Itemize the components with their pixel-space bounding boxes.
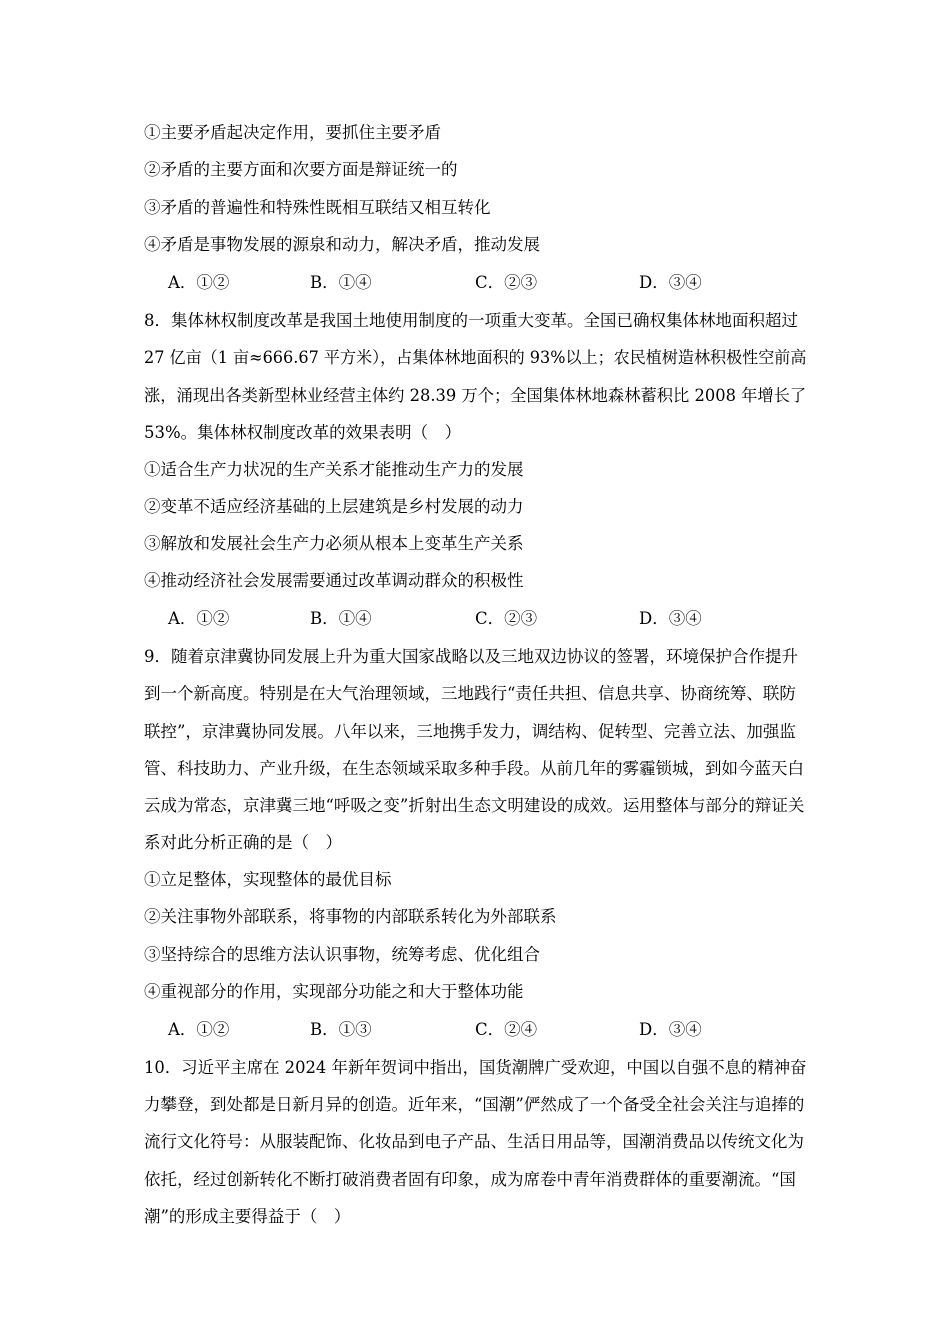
q9-statement-2: ②关注事物外部联系，将事物的内部联系转化为外部联系 <box>144 907 557 926</box>
q9-statement-1: ①立足整体，实现整体的最优目标 <box>144 870 392 889</box>
q8-option-c: C．②③ <box>475 609 538 628</box>
q7-option-c: C．②③ <box>475 273 538 292</box>
q7-option-d: D．③④ <box>639 273 702 292</box>
q9-option-c: C．②④ <box>475 1020 538 1039</box>
q8-option-b: B．①④ <box>310 609 372 628</box>
q9-stem-line-2: 到一个新高度。特别是在大气治理领域，三地践行“责任共担、信息共享、协商统筹、联防 <box>144 684 796 703</box>
q7-option-a: A．①② <box>168 273 230 292</box>
q9-stem-line-1: 9．随着京津冀协同发展上升为重大国家战略以及三地双边协议的签署，环境保护合作提升 <box>144 647 798 666</box>
q7-statement-2: ②矛盾的主要方面和次要方面是辩证统一的 <box>144 160 458 179</box>
q7-statement-3: ③矛盾的普遍性和特殊性既相互联结又相互转化 <box>144 198 491 217</box>
q8-option-a: A．①② <box>168 609 230 628</box>
q9-stem-line-6: 系对此分析正确的是（ ） <box>144 833 342 852</box>
q10-stem-line-3: 流行文化符号：从服装配饰、化妆品到电子产品、生活日用品等，国潮消费品以传统文化为 <box>144 1132 804 1151</box>
q8-statement-3: ③解放和发展社会生产力必须从根本上变革生产关系 <box>144 534 524 553</box>
q9-option-b: B．①③ <box>310 1020 372 1039</box>
q10-stem-line-5: 潮”的形成主要得益于（ ） <box>144 1207 351 1226</box>
q8-statement-1: ①适合生产力状况的生产关系才能推动生产力的发展 <box>144 460 524 479</box>
q8-statement-4: ④推动经济社会发展需要通过改革调动群众的积极性 <box>144 571 524 590</box>
q9-stem-line-4: 管、科技助力、产业升级，在生态领域采取多种手段。从前几年的雾霾锁城，到如今蓝天白 <box>144 759 804 778</box>
q7-option-b: B．①④ <box>310 273 372 292</box>
q8-stem-line-1: 8．集体林权制度改革是我国土地使用制度的一项重大变革。全国已确权集体林地面积超过 <box>144 311 798 330</box>
q9-option-a: A．①② <box>168 1020 230 1039</box>
q9-stem-line-5: 云成为常态，京津冀三地“呼吸之变”折射出生态文明建设的成效。运用整体与部分的辩证关 <box>144 796 805 815</box>
q9-statement-3: ③坚持综合的思维方法认识事物，统筹考虑、优化组合 <box>144 945 540 964</box>
q10-stem-line-1: 10．习近平主席在 2024 年新年贺词中指出，国货潮牌广受欢迎，中国以自强不息的精神奋 <box>144 1058 807 1077</box>
q8-stem-line-3: 涨，涌现出各类新型林业经营主体约 28.39 万个；全国集体林地森林蓄积比 2008 年增长了 <box>144 386 807 405</box>
q10-stem-line-2: 力攀登，到处都是日新月异的创造。近年来，“国潮”俨然成了一个备受全社会关注与追捧的 <box>144 1095 805 1114</box>
q9-options <box>168 1018 788 1042</box>
q8-stem-line-4: 53%。集体林权制度改革的效果表明（ ） <box>144 423 462 442</box>
q7-options <box>168 271 788 295</box>
q7-statement-4: ④矛盾是事物发展的源泉和动力，解决矛盾，推动发展 <box>144 235 540 254</box>
q7-statement-1: ①主要矛盾起决定作用，要抓住主要矛盾 <box>144 123 441 142</box>
q8-option-d: D．③④ <box>639 609 702 628</box>
q9-option-d: D．③④ <box>639 1020 702 1039</box>
q10-stem-line-4: 依托，经过创新转化不断打破消费者固有印象，成为席卷中青年消费群体的重要潮流。“国 <box>144 1170 796 1189</box>
q9-stem-line-3: 联控”，京津冀协同发展。八年以来，三地携手发力，调结构、促转型、完善立法、加强监 <box>144 722 796 741</box>
q8-statement-2: ②变革不适应经济基础的上层建筑是乡村发展的动力 <box>144 497 524 516</box>
q8-options <box>168 607 788 631</box>
q9-statement-4: ④重视部分的作用，实现部分功能之和大于整体功能 <box>144 982 524 1001</box>
q8-stem-line-2: 27 亿亩（1 亩≈666.67 平方米），占集体林地面积的 93%以上；农民植树造林积极性空前高 <box>144 348 807 367</box>
